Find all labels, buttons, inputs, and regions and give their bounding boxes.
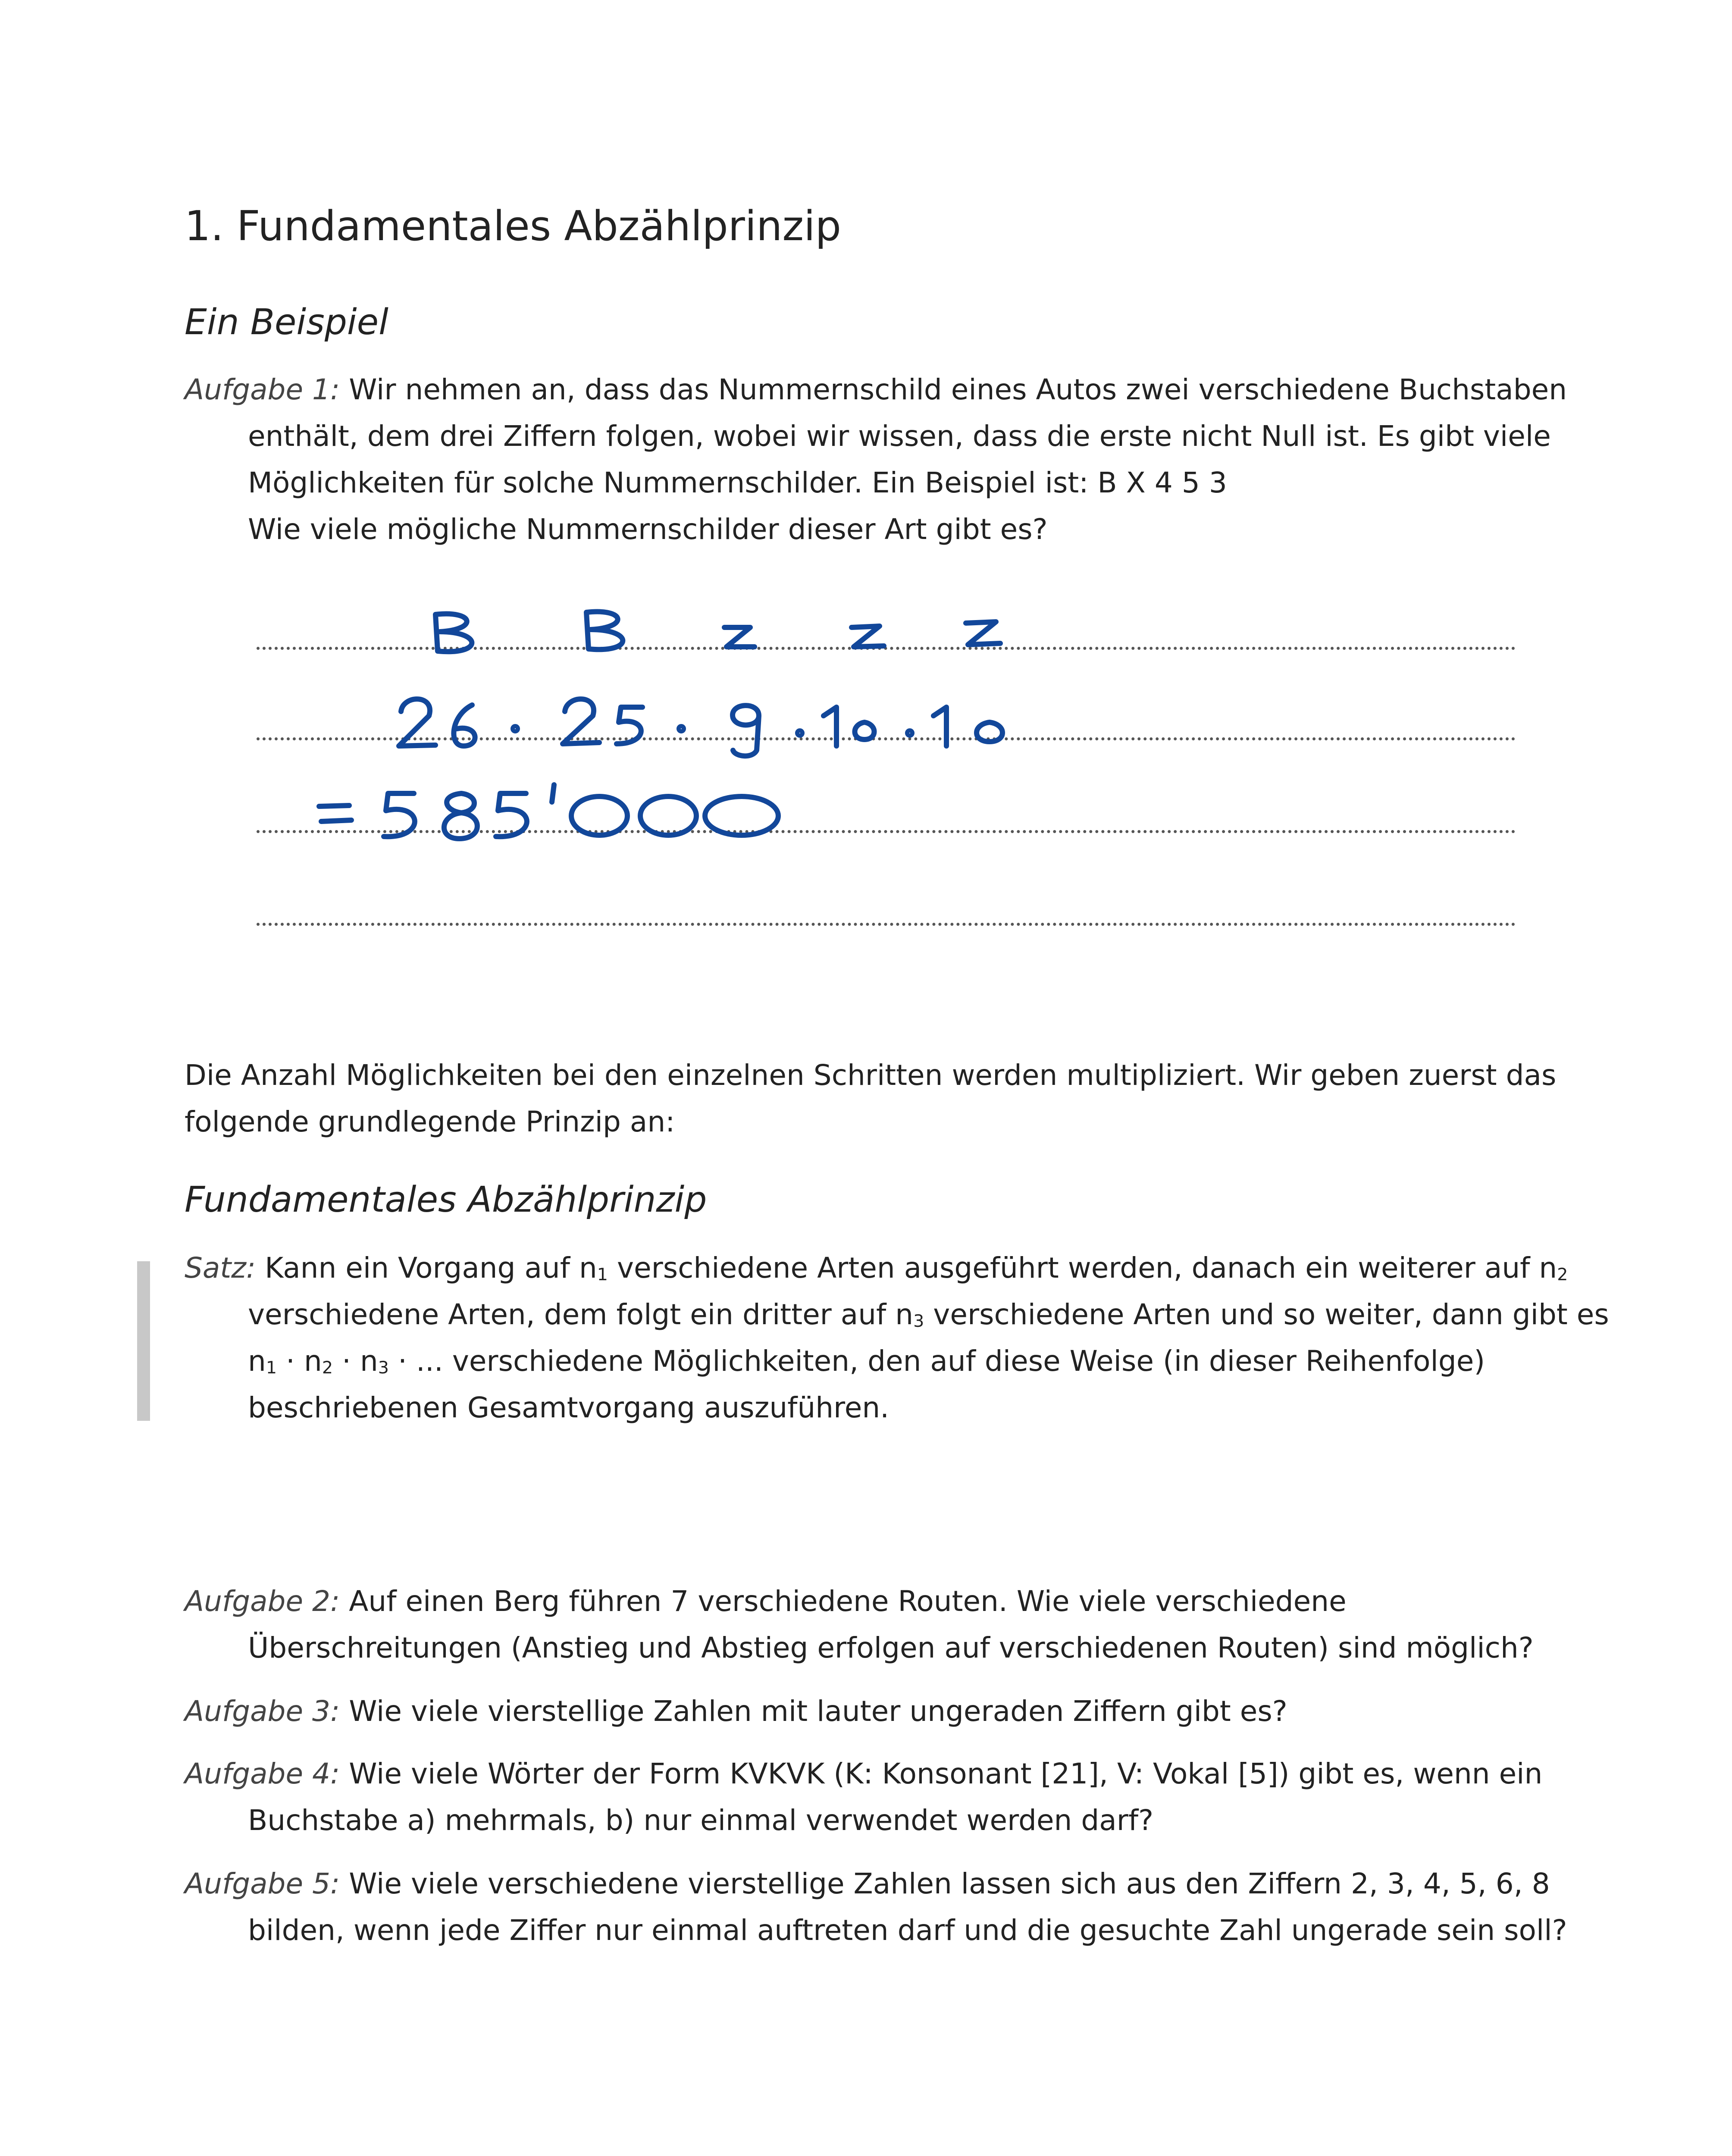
principle-line3: $n_1 \cdot n_2 \cdot n_3$ · ... verschiedene Möglichkeiten, den auf diese Weise (in dieser Reihenfolge) (248, 1344, 1485, 1378)
example-heading: Ein Beispiel (185, 302, 388, 343)
task4-line1: Aufgabe 4: Wie viele Wörter der Form KVKVK (K: Konsonant [21], V: Vokal [5]) gibt es, wenn ein (185, 1757, 1543, 1790)
section-title: 1. Fundamentales Abzählprinzip (185, 203, 841, 250)
answer-line-4 (257, 923, 1516, 926)
task1-label: Aufgabe 1: (185, 373, 340, 406)
task2-line1: Aufgabe 2: Auf einen Berg führen 7 verschiedene Routen. Wie viele verschiedene (185, 1585, 1347, 1618)
task1-text-1: Wir nehmen an, dass das Nummernschild eines Autos zwei verschiedene Buchstaben (349, 373, 1567, 406)
principle-label: Satz: (185, 1251, 256, 1285)
intro-line2: folgende grundlegende Prinzip an: (185, 1105, 675, 1138)
principle-line1: Satz: Kann ein Vorgang auf $n_1$ verschiedene Arten ausgeführt werden, danach ein weiterer auf $n_2$ (185, 1251, 1568, 1285)
intro-line1: Die Anzahl Möglichkeiten bei den einzelnen Schritten werden multipliziert. Wir geben zuerst das (185, 1059, 1557, 1092)
margin-bar (137, 1261, 150, 1421)
task1-line3: Möglichkeiten für solche Nummernschilder. Ein Beispiel ist: B X 4 5 3 (248, 466, 1227, 499)
task3-line1: Aufgabe 3: Wie viele vierstellige Zahlen mit lauter ungeraden Ziffern gibt es? (185, 1695, 1287, 1728)
task5-line1: Aufgabe 5: Wie viele verschiedene vierstellige Zahlen lassen sich aus den Ziffern 2, 3, 4, 5, 6, 8 (185, 1867, 1550, 1900)
task1-line2: enthält, dem drei Ziffern folgen, wobei wir wissen, dass die erste nicht Null ist. Es gibt viele (248, 420, 1551, 453)
task1-line4: Wie viele mögliche Nummernschilder dieser Art gibt es? (248, 513, 1048, 546)
principle-line2: verschiedene Arten, dem folgt ein dritter auf $n_3$ verschiedene Arten und so weiter, dann gibt es (248, 1298, 1609, 1331)
principle-heading: Fundamentales Abzählprinzip (185, 1179, 707, 1220)
task2-line2: Überschreitungen (Anstieg und Abstieg erfolgen auf verschiedenen Routen) sind möglich? (248, 1631, 1534, 1664)
task5-line2: bilden, wenn jede Ziffer nur einmal auftreten darf und die gesuchte Zahl ungerade sein soll? (248, 1914, 1567, 1947)
principle-line4: beschriebenen Gesamtvorgang auszuführen. (248, 1391, 889, 1424)
handwritten-solution (0, 0, 1732, 862)
task4-line2: Buchstabe a) mehrmals, b) nur einmal verwendet werden darf? (248, 1804, 1154, 1837)
